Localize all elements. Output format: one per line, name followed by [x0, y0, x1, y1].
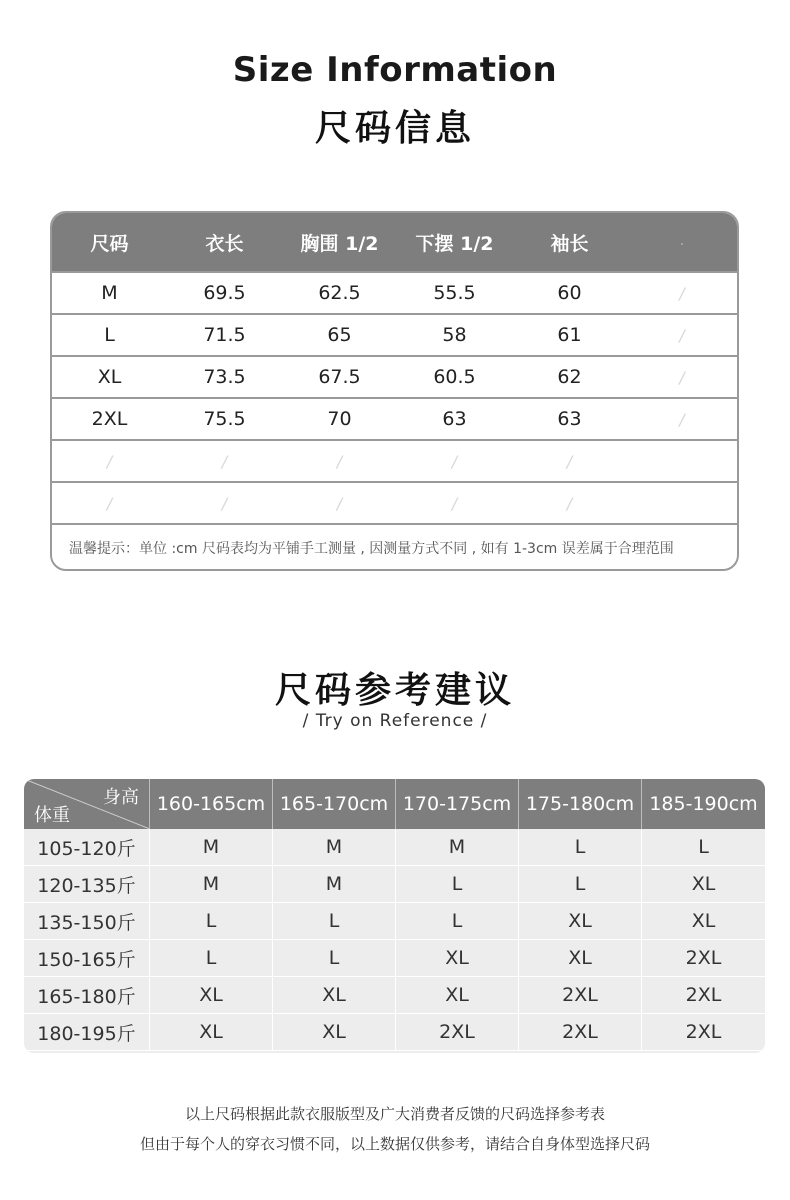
size-cell: 62 [557, 366, 582, 388]
size-cell: / [451, 451, 458, 471]
size-recommendation-cell: XL [273, 977, 396, 1014]
size-recommendation-cell: 2XL [396, 1014, 519, 1051]
size-recommendation-cell: M [150, 829, 273, 866]
size-recommendation-cell: XL [642, 903, 765, 940]
size-row [52, 355, 737, 397]
size-cell: 60.5 [433, 366, 476, 388]
size-cell: 70 [327, 408, 352, 430]
size-row [52, 397, 737, 439]
size-recommendation-cell: M [273, 829, 396, 866]
size-table-note: 温馨提示：单位 :cm 尺码表均为平铺手工测量 , 因测量方式不同 , 如有 1-3cm 误差属于合理范围 [52, 523, 737, 571]
size-cell: 63 [442, 408, 467, 430]
size-table [50, 211, 739, 571]
size-recommendation-cell: XL [396, 940, 519, 977]
size-cell: 2XL [91, 408, 128, 430]
header-chest: 胸围 1/2 [300, 232, 379, 255]
size-cell: / [566, 493, 573, 513]
size-recommendation-cell: L [642, 829, 765, 866]
height-header: 165-170cm [273, 779, 396, 829]
height-header: 175-180cm [519, 779, 642, 829]
reference-table-header [24, 779, 765, 829]
size-cell: 67.5 [318, 366, 361, 388]
size-cell: 58 [442, 324, 467, 346]
size-cell: 63 [557, 408, 582, 430]
title-english: Size Information [232, 50, 558, 90]
size-recommendation-cell: L [150, 940, 273, 977]
reference-row [24, 977, 765, 1014]
size-cell: 65 [327, 324, 352, 346]
size-recommendation-cell: L [273, 940, 396, 977]
reference-title: 尺码参考建议 [274, 669, 515, 711]
size-recommendation-cell: XL [396, 977, 519, 1014]
weight-cell: 120-135斤 [24, 866, 150, 903]
size-recommendation-cell: L [150, 903, 273, 940]
header-size: 尺码 [90, 232, 129, 255]
reference-subtitle: / Try on Reference / [302, 711, 488, 731]
size-cell: 62.5 [318, 282, 361, 304]
size-recommendation-cell: XL [642, 866, 765, 903]
size-cell: / [336, 451, 343, 471]
height-header: 160-165cm [150, 779, 273, 829]
size-cell: / [679, 367, 685, 387]
reference-table [24, 779, 765, 1053]
size-row [52, 313, 737, 355]
size-cell: / [106, 451, 113, 471]
size-cell: 73.5 [203, 366, 246, 388]
weight-cell: 150-165斤 [24, 940, 150, 977]
size-recommendation-cell: XL [150, 977, 273, 1014]
weight-cell: 135-150斤 [24, 903, 150, 940]
size-recommendation-cell: XL [273, 1014, 396, 1051]
weight-cell: 180-195斤 [24, 1014, 150, 1051]
size-recommendation-cell: 2XL [519, 1014, 642, 1051]
size-cell: 69.5 [203, 282, 246, 304]
reference-row [24, 903, 765, 940]
footer-note-2: 但由于每个人的穿衣习惯不同，以上数据仅供参考，请结合自身体型选择尺码 [139, 1135, 650, 1153]
header-empty: . [680, 236, 684, 248]
size-cell: / [566, 451, 573, 471]
weight-cell: 165-180斤 [24, 977, 150, 1014]
height-header: 185-190cm [649, 793, 758, 815]
size-recommendation-cell: L [396, 903, 519, 940]
size-recommendation-cell: L [519, 866, 642, 903]
reference-row [24, 940, 765, 977]
size-recommendation-cell: XL [519, 940, 642, 977]
size-recommendation-cell: 2XL [519, 977, 642, 1014]
header-length: 衣长 [205, 232, 244, 255]
height-header: 170-175cm [396, 779, 519, 829]
reference-table-body [24, 829, 765, 1051]
corner-weight-label: 体重 [34, 805, 70, 826]
size-cell: / [221, 451, 228, 471]
size-recommendation-cell: XL [519, 903, 642, 940]
size-cell: / [336, 493, 343, 513]
size-recommendation-cell: L [519, 829, 642, 866]
size-cell: 55.5 [433, 282, 476, 304]
size-recommendation-cell: 2XL [642, 940, 765, 977]
reference-row [24, 866, 765, 903]
size-cell: 61 [557, 324, 582, 346]
size-recommendation-cell: XL [150, 1014, 273, 1051]
corner-height-label: 身高 [103, 787, 139, 808]
size-recommendation-cell: M [273, 866, 396, 903]
weight-cell: 105-120斤 [24, 829, 150, 866]
size-cell: / [679, 283, 685, 303]
reference-row [24, 1014, 765, 1051]
size-cell: / [679, 325, 685, 345]
corner-cell [24, 779, 150, 829]
size-cell: 60 [557, 282, 582, 304]
size-cell: / [451, 493, 458, 513]
size-cell: 75.5 [203, 408, 246, 430]
size-recommendation-cell: L [273, 903, 396, 940]
size-recommendation-cell: 2XL [642, 1014, 765, 1051]
reference-row [24, 829, 765, 866]
size-row [52, 271, 737, 313]
size-cell: / [679, 409, 685, 429]
size-cell: / [106, 493, 113, 513]
size-cell: XL [97, 366, 122, 388]
header-sleeve: 袖长 [550, 232, 589, 255]
size-cell: / [221, 493, 228, 513]
size-cell: 71.5 [203, 324, 246, 346]
header-hem: 下摆 1/2 [415, 232, 494, 255]
size-recommendation-cell: M [150, 866, 273, 903]
size-row [52, 439, 737, 481]
size-table-body [52, 271, 737, 523]
size-table-header [52, 213, 737, 271]
title-chinese: 尺码信息 [314, 107, 475, 149]
size-row [52, 481, 737, 523]
size-cell: L [104, 324, 115, 346]
footer-note-1: 以上尺码根据此款衣服版型及广大消费者反馈的尺码选择参考表 [184, 1105, 605, 1123]
size-recommendation-cell: M [396, 829, 519, 866]
size-cell: M [101, 282, 118, 304]
size-recommendation-cell: L [396, 866, 519, 903]
size-recommendation-cell: 2XL [642, 977, 765, 1014]
